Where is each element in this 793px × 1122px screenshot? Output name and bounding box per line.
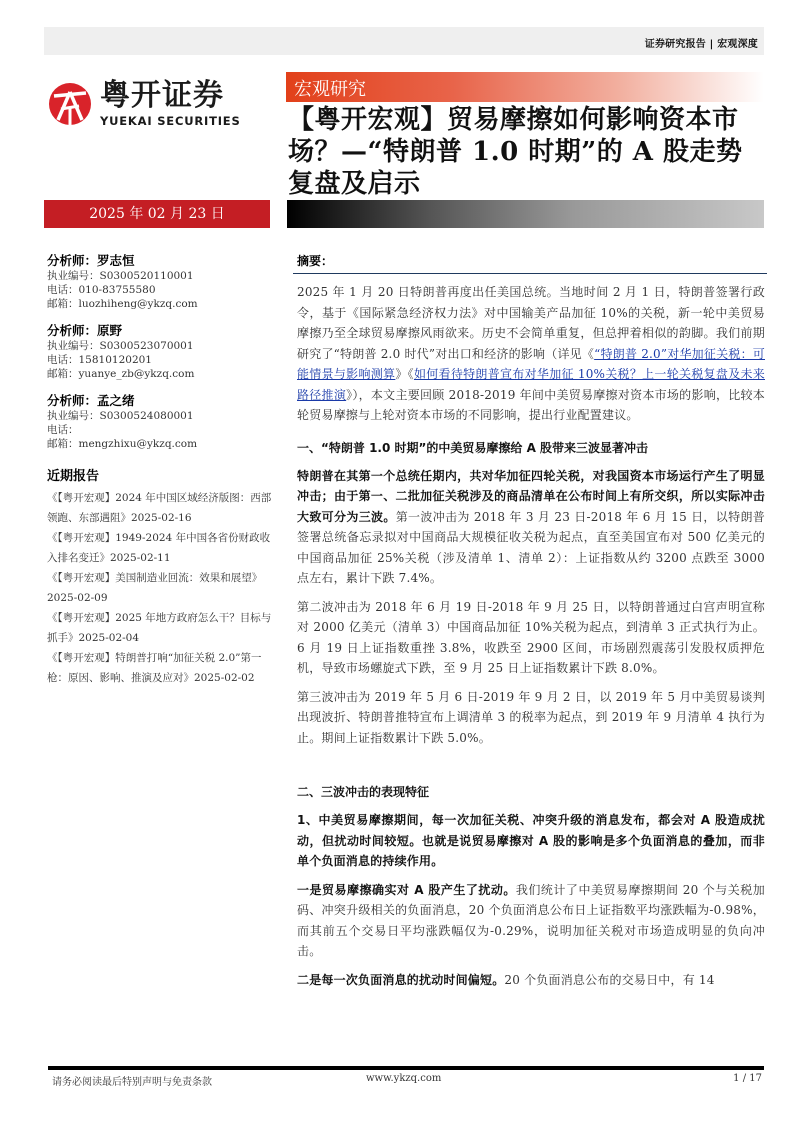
sidebar xyxy=(47,253,273,688)
analyst-phone: 电话：010-83755580 xyxy=(47,284,156,296)
analyst-email[interactable]: 邮箱：yuanye_zb@ykzq.com xyxy=(47,368,195,380)
analyst-name: 分析师：孟之绪 xyxy=(47,393,135,408)
brand-name-cn: 粤开证券 xyxy=(100,78,224,113)
analyst-phone: 电话：15810120201 xyxy=(47,354,152,366)
header-bar xyxy=(44,27,764,55)
analyst-license: 执业编号：S0300524080001 xyxy=(47,410,194,422)
recent-report-item[interactable]: 《【粤开宏观】2025 年地方政府怎么干？目标与抓手》2025-02-04 xyxy=(47,612,272,644)
analyst-card xyxy=(47,253,273,311)
analyst-license: 执业编号：S0300520110001 xyxy=(47,270,194,282)
brand-name-en: YUEKAI SECURITIES xyxy=(100,114,241,128)
key-point: 一是贸易摩擦确实对 A 股产生了扰动。 xyxy=(297,882,516,897)
section-heading: 二、三波冲击的表现特征 xyxy=(297,785,430,799)
footer-divider xyxy=(48,1066,764,1070)
analyst-name: 分析师：原野 xyxy=(47,323,123,338)
section1-paragraph-1 xyxy=(297,466,765,589)
recent-report-item[interactable]: 《【粤开宏观】特朗普打响“加征关税 2.0”第一枪：原因、影响、推演及应对》2025-02-02 xyxy=(47,652,262,684)
body-text: 20 个负面消息公布的交易日中，有 14 xyxy=(504,972,715,987)
key-point: 特朗普在其第一个总统任期内，共对华加征四轮关税，对我国资本市场运行产生了明显冲击；由于第一、二批加征关税涉及的商品清单在公布时间上有所交织，所以实际冲击大致可分为三波。 xyxy=(297,468,765,524)
report-type-tag: 证券研究报告 | 宏观深度 xyxy=(644,39,758,50)
abstract-paragraph xyxy=(297,282,765,426)
abstract-text: 》），本文主要回顾 2018-2019 年间中美贸易摩擦对资本市场的影响，比较本轮贸易摩擦与上轮对资本市场的不同影响，提出行业配置建议。 xyxy=(297,387,765,422)
analyst-email[interactable]: 邮箱：mengzhixu@ykzq.com xyxy=(47,438,198,450)
recent-report-item[interactable]: 《【粤开宏观】2024 年中国区域经济版图：西部领跑、东部遇阻》2025-02-16 xyxy=(47,492,272,524)
report-link-2[interactable]: 如何看待特朗普宣布对华加征 10%关税？上一轮关税复盘及未来路径推演 xyxy=(297,367,765,402)
recent-report-item[interactable]: 《【粤开宏观】1949-2024 年中国各省份财政收入排名变迁》2025-02-11 xyxy=(47,532,271,564)
analyst-license: 执业编号：S0300523070001 xyxy=(47,340,194,352)
analyst-email[interactable]: 邮箱：luozhiheng@ykzq.com xyxy=(47,298,198,310)
report-link-1[interactable]: “特朗普 2.0”对华加征关税：可能情景与影响测算 xyxy=(297,346,765,381)
footer-disclaimer: 请务必阅读最后特别声明与免责条款 xyxy=(52,1077,212,1088)
decorative-gradient-bar xyxy=(287,200,764,228)
brand-logo xyxy=(48,80,278,130)
report-date: 2025 年 02 月 23 日 xyxy=(44,200,270,228)
section2-key-point: 1、中美贸易摩擦期间，每一次加征关税、冲突升级的消息发布，都会对 A 股造成扰动，但扰动时间较短。也就是说贸易摩擦对 A 股的影响是多个负面消息的叠加，而非单个负面消息的持续作用。 xyxy=(297,813,765,868)
footer-website[interactable]: www.ykzq.com xyxy=(366,1073,442,1084)
section-heading: 一、“特朗普 1.0 时期”的中美贸易摩擦给 A 股带来三波显著冲击 xyxy=(297,440,649,455)
recent-report-item[interactable]: 《【粤开宏观】美国制造业回流：效果和展望》2025-02-09 xyxy=(47,572,263,604)
page-number: 1 / 17 xyxy=(733,1073,762,1084)
abstract-heading: 摘要： xyxy=(293,252,767,274)
analyst-phone: 电话： xyxy=(47,424,79,436)
report-title: 【粤开宏观】贸易摩擦如何影响资本市场？—“特朗普 1.0 时期”的 A 股走势复盘及启示 xyxy=(288,105,743,199)
analyst-card xyxy=(47,393,273,451)
analyst-name: 分析师：罗志恒 xyxy=(47,253,135,268)
main-content xyxy=(297,252,765,990)
section1-paragraph-3: 第三波冲击为 2019 年 5 月 6 日-2019 年 9 月 2 日，以 2019 年 5 月中美贸易谈判出现波折、特朗普推特宣布上调清单 3 的税率为起点，到 2019 年 9 月清单 4 执行为止。期间上证指数累计下跌 5.0%。 xyxy=(297,689,765,745)
body-text: 第一波冲击为 2018 年 3 月 23 日-2018 年 6 月 15 日，以特朗普签署总统备忘录拟对中国商品大规模征收关税为起点，直至美国宣布对 500 亿美元的中国商品加征 25%关税（涉及清单 1、清单 2）：上证指数从约 3200 点跌至 3000 点左右，累计下跌 7.4%。 xyxy=(297,509,765,585)
section2-paragraph-3 xyxy=(297,970,765,991)
section1-paragraph-2: 第二波冲击为 2018 年 6 月 19 日-2018 年 9 月 25 日，以特朗普通过白宫声明宣称对 2000 亿美元（清单 3）中国商品加征 10%关税为起点，到清单 3 正式执行为止。6 月 19 日上证指数重挫 3.8%，收跌至 2900 区间，市场剧烈震荡引发股权质押危机，导致市场螺旋式下跌，至 9 月 25 日上证指数累计下跌 8.0%。 xyxy=(297,599,765,675)
section2-paragraph-2 xyxy=(297,880,765,962)
yuekai-logo-icon xyxy=(48,82,92,126)
key-point: 二是每一次负面消息的扰动时间偏短。 xyxy=(297,972,505,987)
body-text: 我们统计了中美贸易摩擦期间 20 个与关税加码、冲突升级相关的负面消息，20 个负面消息公布日上证指数平均涨跌幅为-0.98%，而其前五个交易日平均涨跌幅仅为-0.29%，说明加征关税对市场造成明显的负向冲击。 xyxy=(297,882,765,958)
recent-reports-heading: 近期报告 xyxy=(47,469,100,484)
abstract-text: 》《 xyxy=(395,367,414,381)
abstract-text: 2025 年 1 月 20 日特朗普再度出任美国总统。当地时间 2 月 1 日，特朗普签署行政令，基于《国际紧急经济权力法》对中国输美产品加征 10%的关税，新一轮中美贸易摩擦乃至全球贸易摩擦风雨欲来。历史不会简单重复，但总押着相似的韵脚。我们前期研究了“特朗普 2.0 时代”对出口和经济的影响（详见《 xyxy=(297,285,765,361)
category-label: 宏观研究 xyxy=(294,79,366,100)
analyst-card xyxy=(47,323,273,381)
category-banner xyxy=(286,72,764,102)
